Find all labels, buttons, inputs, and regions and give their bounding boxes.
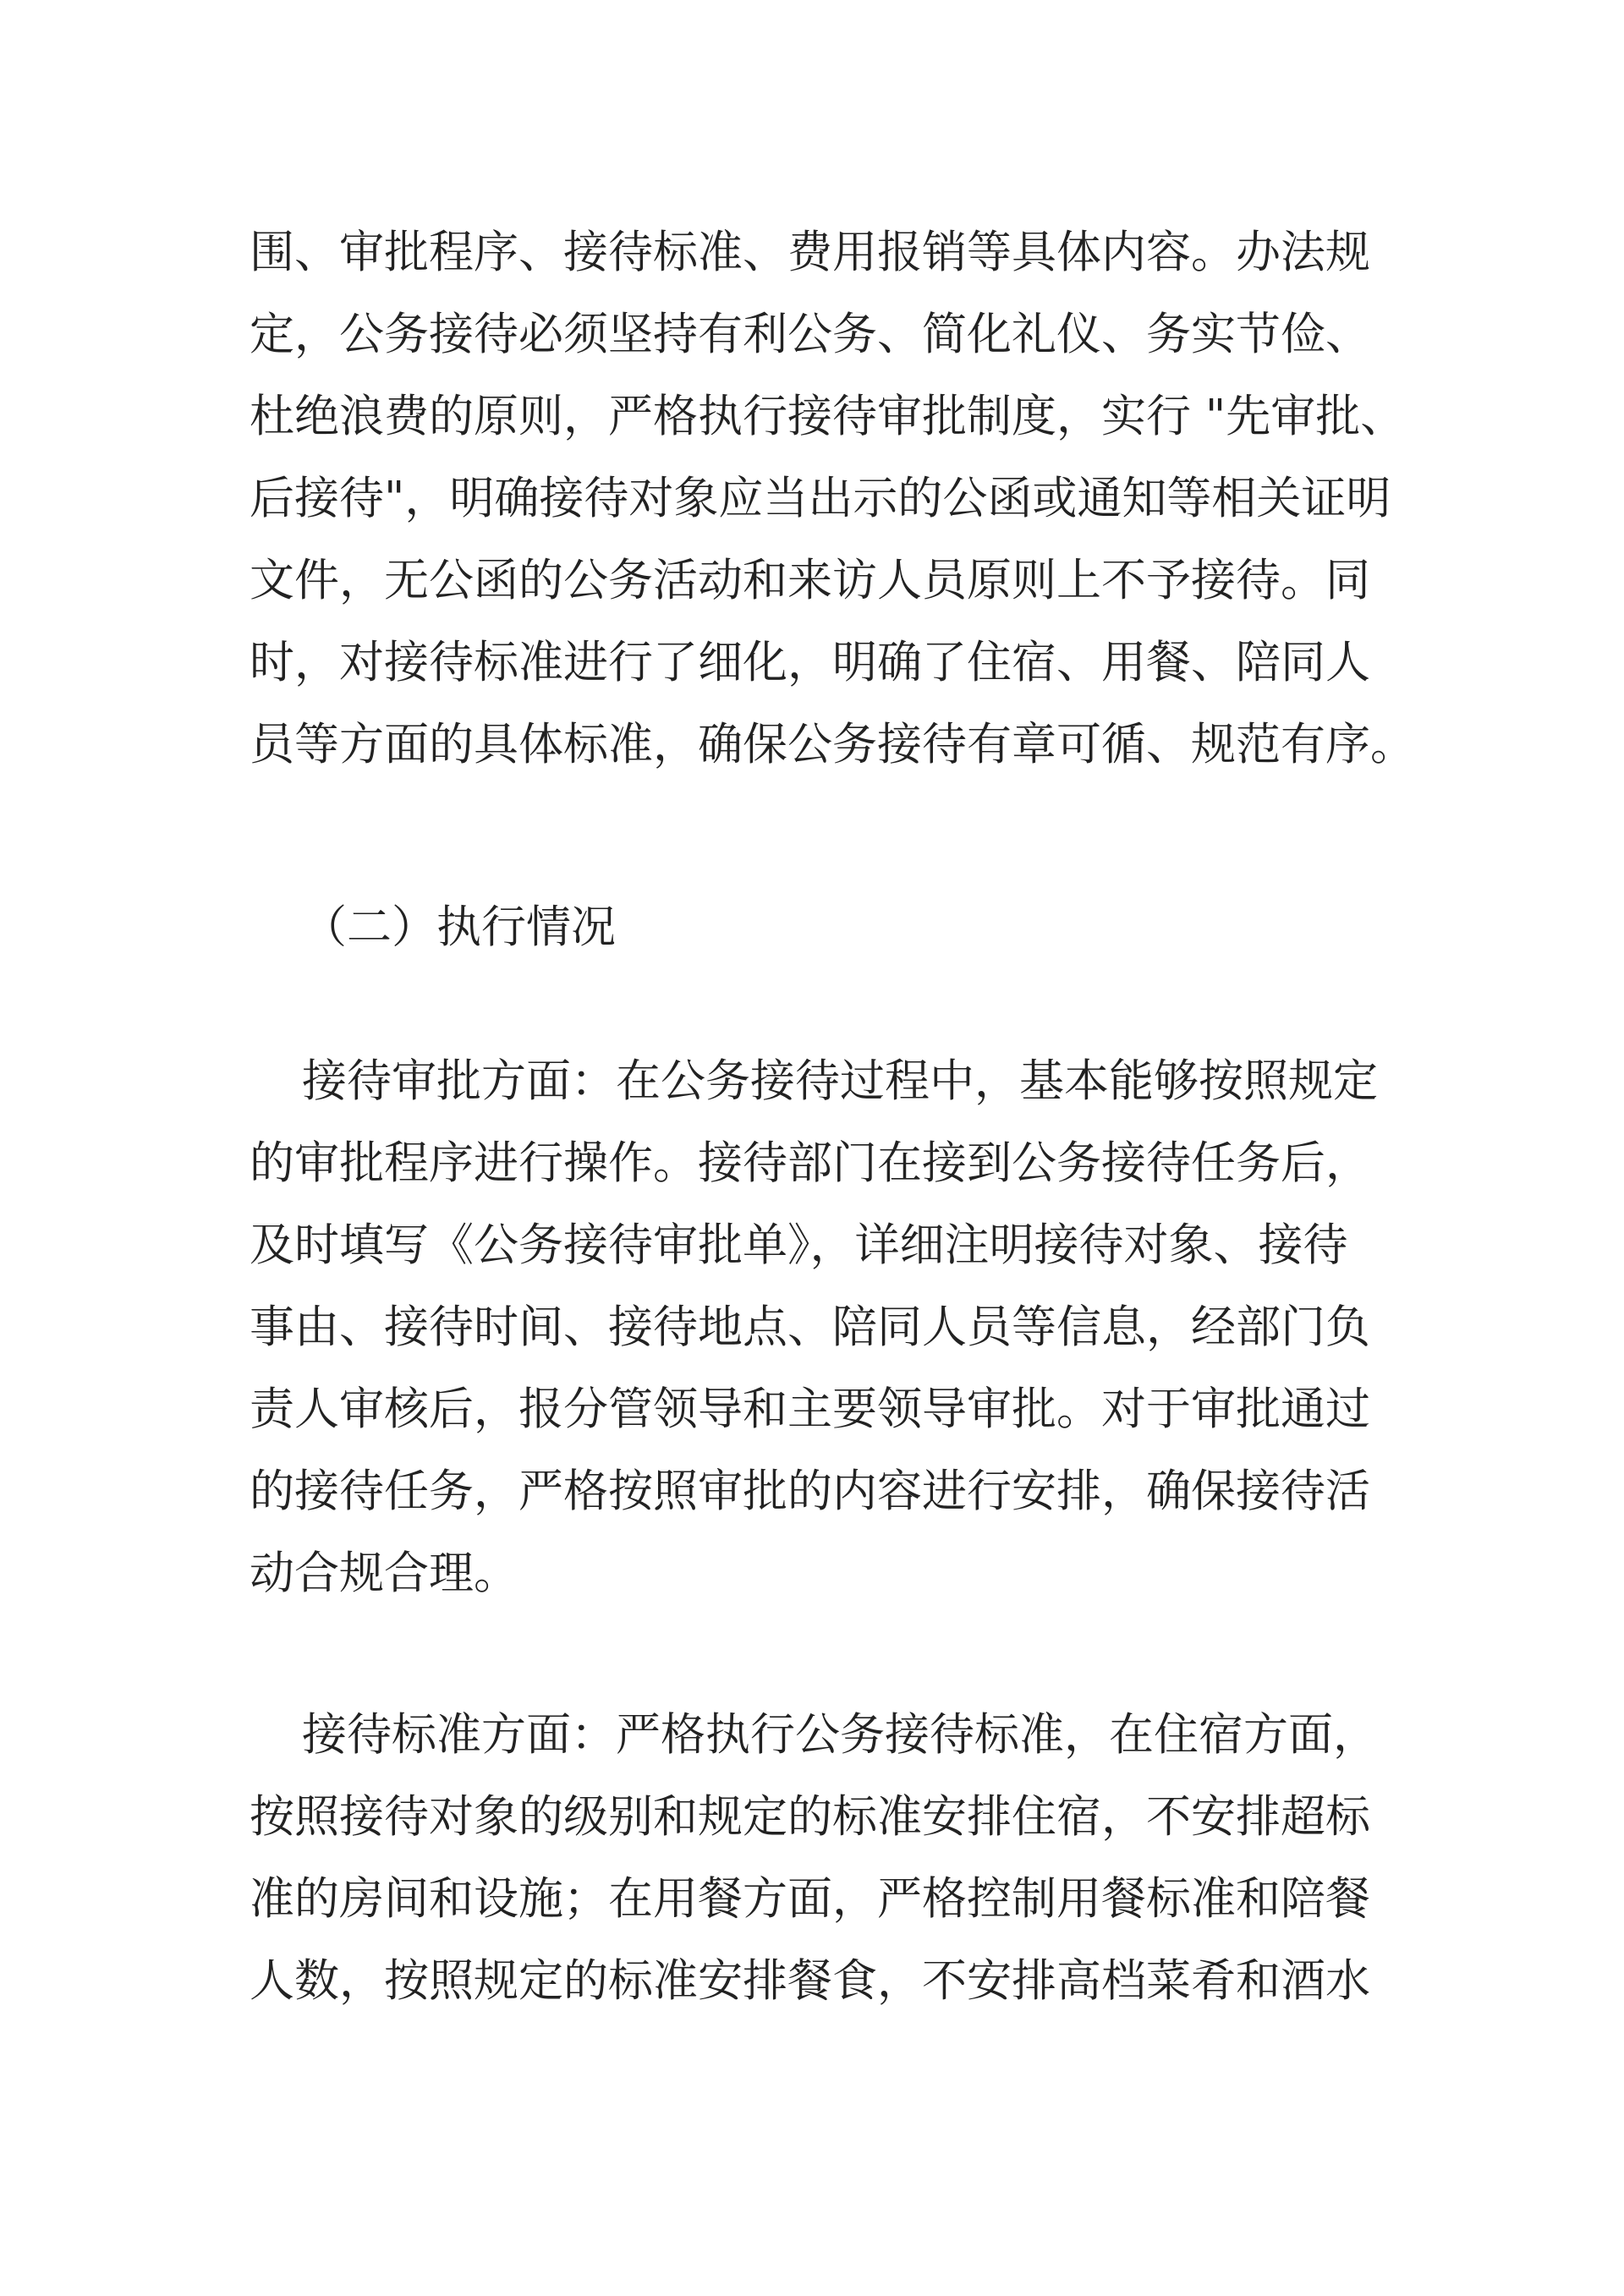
paragraph-line: 责人审核后，报分管领导和主要领导审批。对于审批通过 bbox=[250, 1384, 1370, 1435]
paragraph-line: 的接待任务，严格按照审批的内容进行安排，确保接待活 bbox=[250, 1466, 1370, 1517]
paragraph-line: 动合规合理。 bbox=[250, 1548, 518, 1599]
paragraph-line: 按照接待对象的级别和规定的标准安排住宿，不安排超标 bbox=[250, 1791, 1370, 1843]
paragraph-standards bbox=[250, 1694, 1383, 2022]
paragraph-continued bbox=[250, 211, 1415, 786]
paragraph-line: 员等方面的具体标准，确保公务接待有章可循、规范有序。 bbox=[250, 719, 1415, 770]
paragraph-line: 定，公务接待必须坚持有利公务、简化礼仪、务实节俭、 bbox=[250, 309, 1370, 360]
paragraph-approval bbox=[250, 1040, 1383, 1614]
section-heading-text: （二）执行情况 bbox=[302, 901, 616, 953]
paragraph-line: 事由、接待时间、接待地点、陪同人员等信息，经部门负 bbox=[250, 1301, 1370, 1353]
paragraph-line: 人数，按照规定的标准安排餐食，不安排高档菜肴和酒水 bbox=[250, 1955, 1370, 2007]
paragraph-line: 时，对接待标准进行了细化，明确了住宿、用餐、陪同人 bbox=[250, 637, 1370, 688]
paragraph-line: 接待标准方面：严格执行公务接待标准，在住宿方面， bbox=[302, 1709, 1378, 1761]
paragraph-line: 围、审批程序、接待标准、费用报销等具体内容。办法规 bbox=[250, 227, 1370, 278]
paragraph-line: 后接待"，明确接待对象应当出示的公函或通知等相关证明 bbox=[250, 473, 1391, 524]
paragraph-line: 接待审批方面：在公务接待过程中，基本能够按照规定 bbox=[302, 1055, 1378, 1107]
paragraph-line: 准的房间和设施；在用餐方面，严格控制用餐标准和陪餐 bbox=[250, 1873, 1370, 1925]
paragraph-line: 及时填写《公务接待审批单》，详细注明接待对象、接待 bbox=[250, 1219, 1348, 1271]
paragraph-line: 文件，无公函的公务活动和来访人员原则上不予接待。同 bbox=[250, 555, 1370, 606]
paragraph-line: 杜绝浪费的原则，严格执行接待审批制度，实行 "先审批、 bbox=[250, 391, 1406, 442]
paragraph-line: 的审批程序进行操作。接待部门在接到公务接待任务后， bbox=[250, 1137, 1370, 1189]
section-heading bbox=[250, 886, 1383, 968]
